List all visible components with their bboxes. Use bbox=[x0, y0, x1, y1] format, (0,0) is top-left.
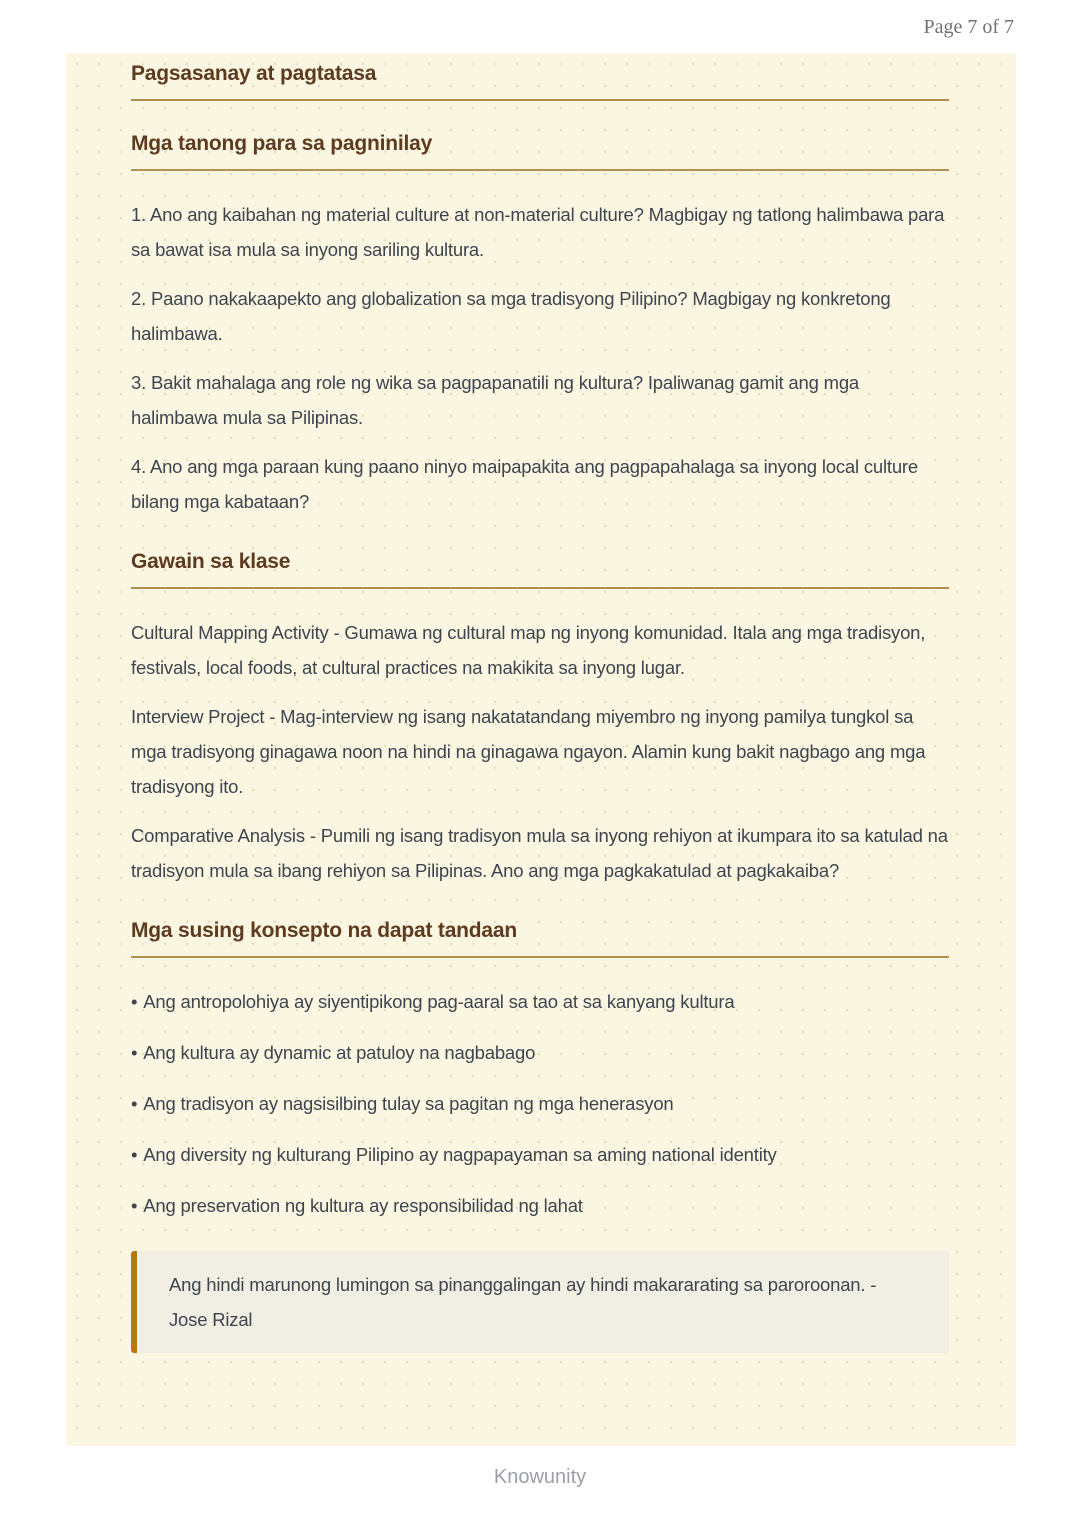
footer-brand: Knowunity bbox=[493, 1466, 587, 1488]
key-concept-item bbox=[131, 984, 949, 1019]
key-concept-text: Ang kultura ay dynamic at patuloy na nagbabago bbox=[143, 1042, 536, 1063]
section-title-key-concepts: Mga susing konsepto na dapat tandaan bbox=[131, 918, 949, 958]
page-indicator: Page 7 of 7 bbox=[923, 16, 1014, 38]
key-concept-text: Ang diversity ng kulturang Pilipino ay nagpapayaman sa aming national identity bbox=[143, 1144, 777, 1165]
key-concept-item bbox=[131, 1188, 949, 1223]
bullet-glyph: • bbox=[131, 1042, 138, 1063]
section-title-practice: Pagsasanay at pagtatasa bbox=[131, 61, 949, 101]
section-title-reflection-questions: Mga tanong para sa pagninilay bbox=[131, 131, 949, 171]
key-concept-item bbox=[131, 1035, 949, 1070]
reflection-question-3: 3. Bakit mahalaga ang role ng wika sa pagpapanatili ng kultura? Ipaliwanag gamit ang mga halimbawa mula sa Pilipinas. bbox=[131, 372, 860, 428]
section-title-class-activities: Gawain sa klase bbox=[131, 549, 949, 589]
bullet-glyph: • bbox=[131, 1144, 138, 1165]
document-content-panel bbox=[66, 53, 1016, 1446]
bullet-glyph: • bbox=[131, 1093, 138, 1114]
activity-comparative-analysis: Comparative Analysis - Pumili ng isang tradisyon mula sa inyong rehiyon at ikumpara ito sa katulad na tradisyon mula sa ibang rehiyon sa Pilipinas. Ano ang mga pagkakatulad at pagkakaiba? bbox=[131, 825, 948, 881]
bullet-glyph: • bbox=[131, 991, 138, 1012]
activity-cultural-mapping: Cultural Mapping Activity - Gumawa ng cultural map ng inyong komunidad. Itala ang mga tradisyon, festivals, local foods, at cultural practices na makikita sa inyong lugar. bbox=[131, 622, 926, 678]
activity-interview-project: Interview Project - Mag-interview ng isang nakatatandang miyembro ng inyong pamilya tungkol sa mga tradisyong ginagawa noon na hindi na ginagawa ngayon. Alamin kung bakit nagbago ang mga tradisyong ito. bbox=[131, 706, 926, 797]
quote-text: Ang hindi marunong lumingon sa pinanggalingan ay hindi makararating sa paroroonan. - Jose Rizal bbox=[169, 1274, 877, 1330]
key-concept-text: Ang tradisyon ay nagsisilbing tulay sa pagitan ng mga henerasyon bbox=[143, 1093, 674, 1114]
key-concept-item bbox=[131, 1137, 949, 1172]
key-concept-item bbox=[131, 1086, 949, 1121]
key-concept-text: Ang antropolohiya ay siyentipikong pag-aaral sa tao at sa kanyang kultura bbox=[143, 991, 735, 1012]
reflection-question-1: 1. Ano ang kaibahan ng material culture at non-material culture? Magbigay ng tatlong halimbawa para sa bawat isa mula sa inyong sariling kultura. bbox=[131, 204, 945, 260]
reflection-question-4: 4. Ano ang mga paraan kung paano ninyo maipapakita ang pagpapahalaga sa inyong local culture bilang mga kabataan? bbox=[131, 456, 918, 512]
bullet-glyph: • bbox=[131, 1195, 138, 1216]
quote-block bbox=[131, 1251, 949, 1353]
key-concepts-list bbox=[131, 984, 949, 1223]
reflection-question-2: 2. Paano nakakaapekto ang globalization sa mga tradisyong Pilipino? Magbigay ng konkretong halimbawa. bbox=[131, 288, 891, 344]
key-concept-text: Ang preservation ng kultura ay responsibilidad ng lahat bbox=[143, 1195, 583, 1216]
